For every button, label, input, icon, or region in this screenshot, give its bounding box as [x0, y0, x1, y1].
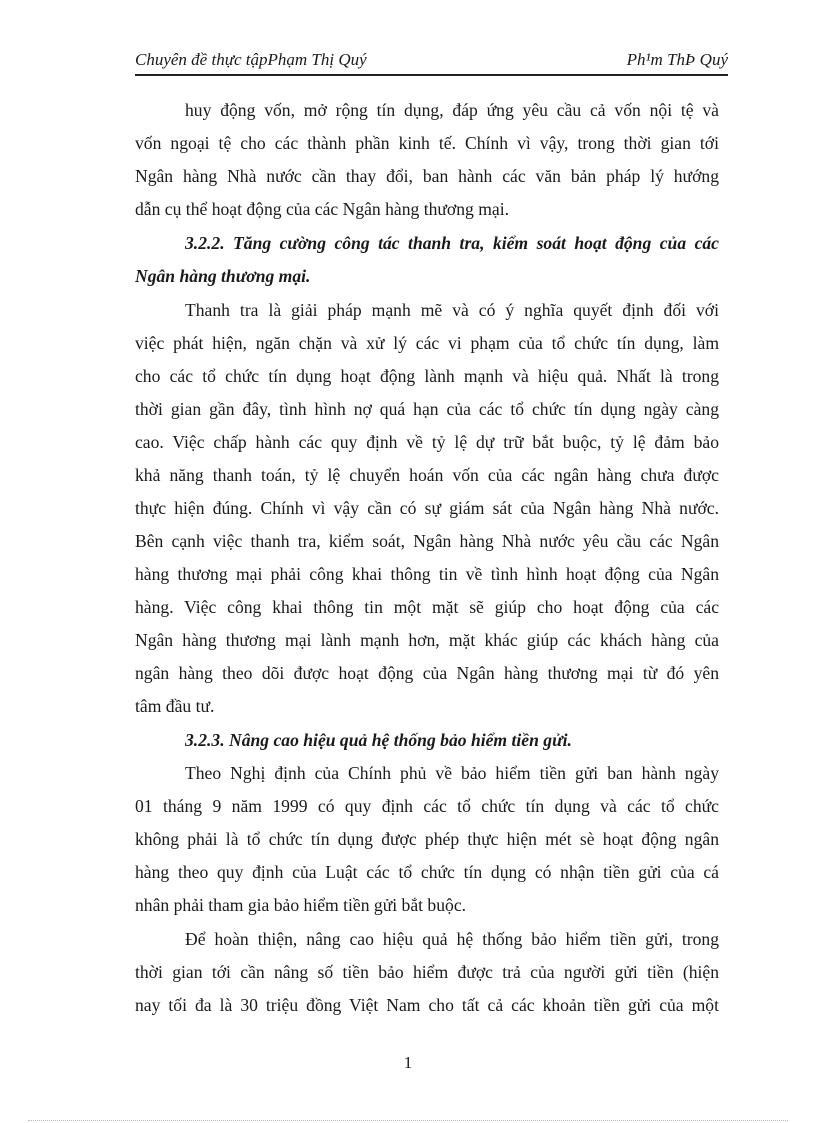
- header-title: Chuyên đề thực tậpPhạm Thị Quý: [135, 50, 367, 69]
- text-line: không phải là tổ chức tín dụng được phép thực hiện mét sè hoạt động ngân: [135, 829, 719, 849]
- text-line: ngân hàng theo dõi được hoạt động của Ngân hàng thương mại từ đó yên: [135, 663, 719, 683]
- text-line: khả năng thanh toán, tỷ lệ chuyển hoán vốn của các ngân hàng chưa được: [135, 465, 719, 485]
- text-line: Bên cạnh việc thanh tra, kiểm soát, Ngân hàng Nhà nước yêu cầu các Ngân: [135, 531, 719, 551]
- text-line: tâm đầu tư.: [135, 696, 215, 716]
- text-line: huy động vốn, mở rộng tín dụng, đáp ứng yêu cầu cả vốn nội tệ và: [185, 100, 719, 120]
- text-line: Ngân hàng Nhà nước cần thay đổi, ban hành các văn bản pháp lý hướng: [135, 166, 719, 186]
- text-line: cho các tổ chức tín dụng hoạt động lành mạnh và hiệu quả. Nhất là trong: [135, 366, 719, 386]
- text-line: thực hiện đúng. Chính vì vậy cần có sự giám sát của Ngân hàng Nhà nước.: [135, 498, 719, 518]
- text-line: dẫn cụ thể hoạt động của các Ngân hàng thương mại.: [135, 199, 510, 219]
- page-boundary: [28, 1120, 788, 1121]
- header-author: Ph¹m ThÞ Quý: [626, 50, 728, 69]
- text-line: cao. Việc chấp hành các quy định về tỷ lệ dự trữ bắt buộc, tỷ lệ đảm bảo: [135, 432, 719, 452]
- text-line: 01 tháng 9 năm 1999 có quy định các tổ chức tín dụng và các tổ chức: [135, 796, 719, 816]
- text-line: Theo Nghị định của Chính phủ về bảo hiểm tiền gửi ban hành ngày: [185, 763, 719, 783]
- text-line: nay tối đa là 30 triệu đồng Việt Nam cho tất cả các khoản tiền gửi của một: [135, 995, 719, 1015]
- section-heading-3-2-2-cont: Ngân hàng thương mại.: [135, 266, 311, 286]
- text-line: Để hoàn thiện, nâng cao hiệu quả hệ thống bảo hiểm tiền gửi, trong: [185, 929, 719, 949]
- text-line: thời gian tới cần nâng số tiền bảo hiểm được trả của người gửi tiền (hiện: [135, 962, 719, 982]
- page-number: 1: [403, 1053, 413, 1072]
- text-line: vốn ngoại tệ cho các thành phần kinh tế. Chính vì vậy, trong thời gian tới: [135, 133, 719, 153]
- section-heading-3-2-3: 3.2.3. Nâng cao hiệu quả hệ thống bảo hiểm tiền gửi.: [185, 730, 572, 750]
- page-header: [135, 48, 728, 76]
- text-line: Ngân hàng thương mại lành mạnh hơn, mặt khác giúp các khách hàng của: [135, 630, 719, 650]
- text-line: nhân phải tham gia bảo hiểm tiền gửi bắt buộc.: [135, 895, 467, 915]
- text-line: thời gian gần đây, tình hình nợ quá hạn của các tổ chức tín dụng ngày càng: [135, 399, 719, 419]
- section-heading-3-2-2: 3.2.2. Tăng cường công tác thanh tra, kiểm soát hoạt động của các: [185, 233, 719, 253]
- text-line: hàng thương mại phải công khai thông tin về tình hình hoạt động của Ngân: [135, 564, 719, 584]
- text-line: việc phát hiện, ngăn chặn và xử lý các vi phạm của tổ chức tín dụng, làm: [135, 333, 719, 353]
- text-line: hàng. Việc công khai thông tin một mặt sẽ giúp cho hoạt động của các: [135, 597, 719, 617]
- text-line: hàng theo quy định của Luật các tổ chức tín dụng có nhận tiền gửi của cá: [135, 862, 719, 882]
- text-line: Thanh tra là giải pháp mạnh mẽ và có ý nghĩa quyết định đối với: [185, 300, 719, 320]
